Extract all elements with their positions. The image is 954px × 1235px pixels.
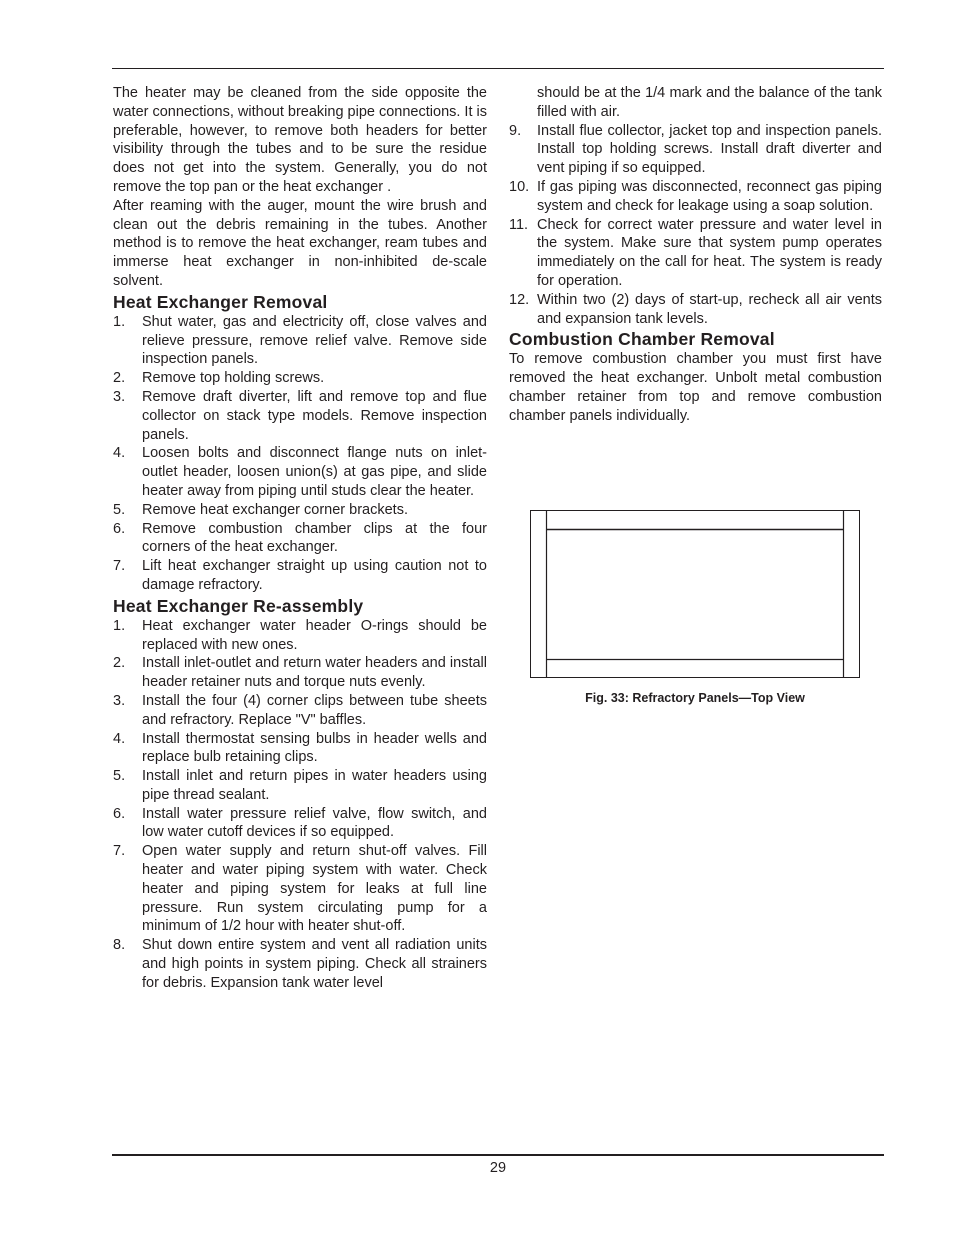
step-number: 1.	[113, 617, 126, 634]
step-text: Install inlet and return pipes in water headers using pipe thread sealant.	[142, 768, 487, 803]
refractory-panels-diagram	[530, 510, 860, 678]
list-item	[113, 617, 487, 655]
refractory-panels-svg	[530, 510, 860, 678]
list-item	[113, 654, 487, 692]
step-number: 9.	[509, 122, 522, 139]
outer-frame	[531, 511, 860, 678]
intro-paragraph-2: After reaming with the auger, mount the wire brush and clean out the debris remaining in the tubes. Another method is to remove the heat exchanger, ream tubes and immerse heat exchanger in non-inhibited de-scale solvent.	[113, 197, 487, 289]
step-text: Remove draft diverter, lift and remove top and flue collector on stack type models. Remove inspection panels.	[142, 388, 487, 443]
step-number: 6.	[113, 520, 126, 537]
step-text: Within two (2) days of start-up, recheck all air vents and expansion tank levels.	[537, 291, 882, 327]
list-item	[509, 216, 882, 291]
heading-heat-exchanger-reassembly: Heat Exchanger Re-assembly	[113, 595, 364, 616]
step-text: Install the four (4) corner clips between tube sheets and refractory. Replace "V" baffles.	[142, 692, 487, 728]
step-text: Shut down entire system and vent all radiation units and high points in system piping. Check all strainers for debris. Expansion tank water level	[142, 937, 487, 991]
list-item	[113, 520, 487, 558]
reassembly-steps-continued	[509, 84, 882, 328]
step-number: 12.	[509, 291, 530, 308]
step-text: Loosen bolts and disconnect flange nuts on inlet-outlet header, loosen union(s) at gas pipe, and slide heater away from piping until studs clear the heater.	[142, 445, 487, 499]
list-item-continuation	[509, 84, 882, 122]
list-item	[113, 313, 487, 369]
list-item	[509, 122, 882, 178]
step-text: Remove top holding screws.	[142, 370, 325, 387]
step-text: Install inlet-outlet and return water headers and install header retainer nuts and torque nuts evenly.	[142, 655, 487, 691]
step-number: 10.	[509, 178, 530, 195]
step-text: Heat exchanger water header O-rings should be replaced with new ones.	[142, 617, 487, 653]
step-text: should be at the 1/4 mark and the balance of the tank filled with air.	[537, 85, 882, 120]
step-number: 8.	[113, 937, 126, 954]
step-number: 11.	[509, 216, 529, 233]
list-item	[113, 501, 487, 520]
combustion-paragraph: To remove combustion chamber you must first have removed the heat exchanger. Unbolt metal combustion chamber retainer from top and remove combustion chamber panels individually.	[509, 351, 882, 424]
step-number: 4.	[113, 730, 126, 747]
step-number: 1.	[113, 313, 126, 330]
intro-paragraph-1: The heater may be cleaned from the side opposite the water connections, without breaking pipe connections. It is preferable, however, to remove both headers for better visibility through the tubes and to be sure the residue does not get into the system. Generally, you do not remove the top pan or the heat exchanger .	[113, 85, 487, 195]
step-number: 6.	[113, 805, 126, 822]
heading-combustion-chamber-removal: Combustion Chamber Removal	[509, 329, 775, 350]
step-text: Install flue collector, jacket top and inspection panels. Install top holding screws. Install draft diverter and vent piping if so equipped.	[537, 122, 882, 177]
list-item	[113, 842, 487, 936]
list-item	[113, 805, 487, 843]
page-number: 29	[489, 1160, 507, 1176]
list-item	[509, 291, 882, 329]
step-text: Remove heat exchanger corner brackets.	[142, 501, 408, 518]
heading-heat-exchanger-removal: Heat Exchanger Removal	[113, 291, 328, 312]
bottom-rule	[112, 1154, 884, 1156]
step-number: 4.	[113, 445, 126, 462]
step-text: Install water pressure relief valve, flow switch, and low water cutoff devices if so equipped.	[142, 805, 487, 841]
list-item	[113, 936, 487, 992]
step-number: 3.	[113, 388, 126, 405]
step-text: Install thermostat sensing bulbs in header wells and replace bulb retaining clips.	[142, 730, 487, 766]
step-number: 7.	[113, 558, 126, 575]
removal-steps	[113, 313, 487, 595]
list-item	[113, 444, 487, 500]
step-number: 5.	[113, 768, 126, 785]
list-item	[113, 692, 487, 730]
step-text: Check for correct water pressure and water level in the system. Make sure that system pump operates immediately on the call for heat. The system is ready for operation.	[537, 216, 882, 289]
step-number: 3.	[113, 692, 126, 709]
list-item	[113, 730, 487, 768]
right-column	[509, 84, 882, 426]
list-item	[113, 557, 487, 595]
left-column	[113, 84, 487, 993]
list-item	[113, 388, 487, 444]
step-text: If gas piping was disconnected, reconnect gas piping system and check for leakage using a soap solution.	[537, 178, 882, 214]
list-item	[113, 369, 487, 388]
step-text: Remove combustion chamber clips at the four corners of the heat exchanger.	[142, 520, 487, 556]
step-text: Shut water, gas and electricity off, close valves and relieve pressure, remove relief valve. Remove side inspection panels.	[142, 313, 487, 368]
step-text: Open water supply and return shut-off valves. Fill heater and water piping system with water. Check heater and piping system for leaks at full line pressure. Run system circulating pump for a minimum of 1/2 hour with heater shut-off.	[142, 843, 487, 935]
step-number: 2.	[113, 655, 126, 672]
step-number: 5.	[113, 501, 126, 518]
step-number: 7.	[113, 843, 126, 860]
figure-caption: Fig. 33: Refractory Panels—Top View	[585, 691, 805, 705]
list-item	[113, 767, 487, 805]
step-text: Lift heat exchanger straight up using caution not to damage refractory.	[142, 558, 487, 593]
list-item	[509, 178, 882, 216]
step-number: 2.	[113, 370, 126, 387]
top-rule	[112, 68, 884, 69]
reassembly-steps	[113, 617, 487, 993]
